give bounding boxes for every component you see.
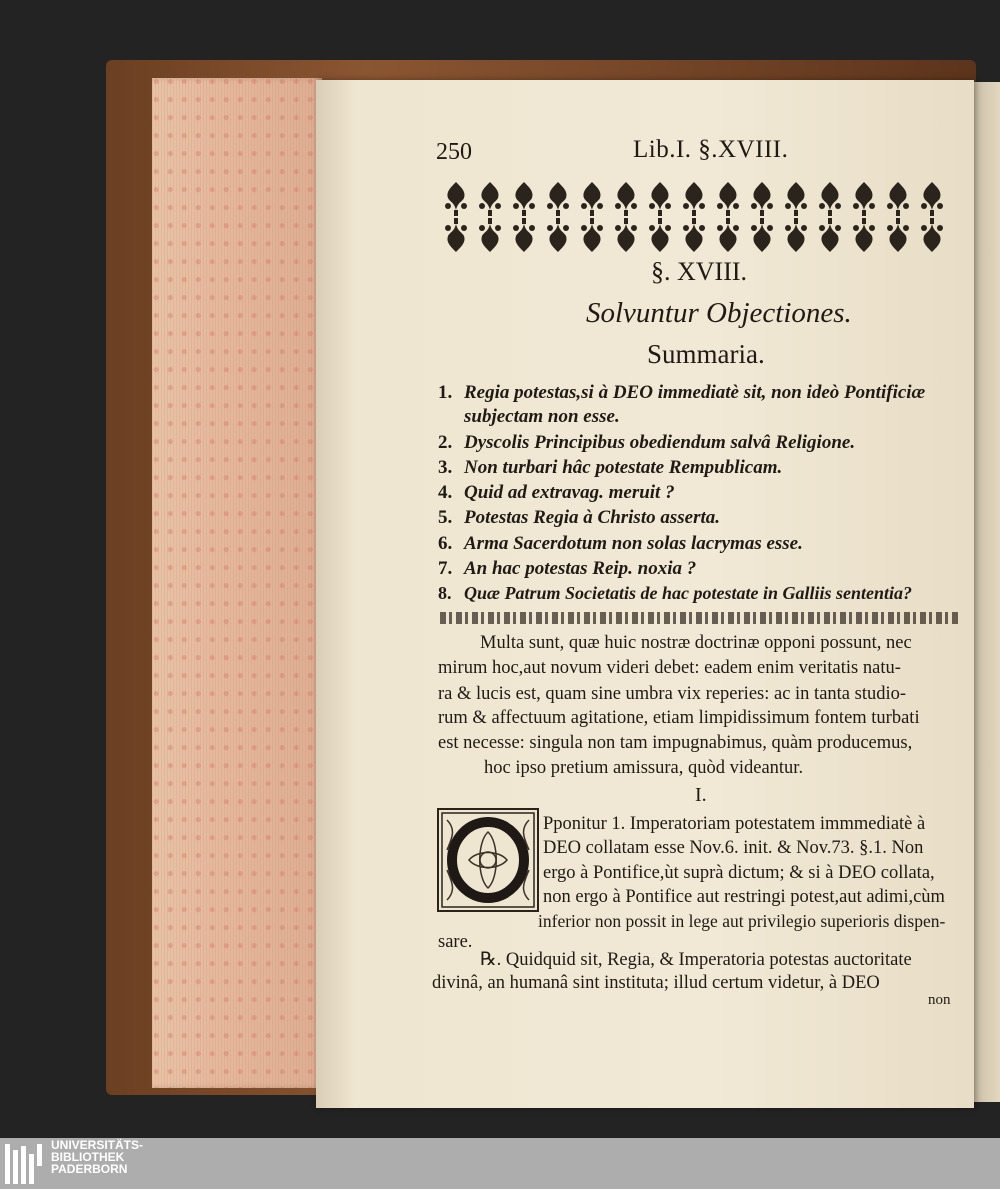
summary-item: 6. Arma Sacerdotum non solas lacrymas esse. bbox=[438, 533, 803, 554]
facing-page-edge bbox=[970, 82, 1000, 1102]
summary-item: 1. Regia potestas,si à DEO immediatè sit, non ideò Pontificiæ bbox=[438, 382, 926, 403]
catchword: non bbox=[928, 992, 951, 1008]
page-number: 250 bbox=[436, 139, 472, 165]
running-title: Lib.I. §.XVIII. bbox=[633, 136, 789, 163]
intro-line: rum & affectuum agitatione, etiam limpidissimum fontem turbati bbox=[438, 708, 920, 728]
summary-item: 5. Potestas Regia à Christo asserta. bbox=[438, 507, 720, 528]
reply-line: divinâ, an humanâ sint instituta; illud certum videtur, à DEO bbox=[432, 973, 880, 993]
reply-line: ℞. Quidquid sit, Regia, & Imperatoria potestas auctoritate bbox=[480, 950, 912, 970]
objection-line: non ergo à Pontifice aut restringi potest,aut adimi,cùm bbox=[543, 887, 945, 907]
intro-line: hoc ipso pretium amissura, quòd videantur. bbox=[484, 758, 804, 778]
subsection-number: I. bbox=[695, 784, 707, 806]
section-number: §. XVIII. bbox=[651, 257, 748, 286]
objection-line: ergo à Pontifice,ùt suprà dictum; & si à DEO collata, bbox=[543, 863, 935, 883]
library-name-line: PADERBORN bbox=[51, 1162, 128, 1176]
ornament-band bbox=[440, 180, 960, 254]
library-name-line: BIBLIOTHEK bbox=[51, 1150, 125, 1164]
library-logo-icon bbox=[5, 1144, 47, 1184]
objection-line: inferior non possit in lege aut privilegio superioris dispen- bbox=[538, 911, 946, 931]
intro-line: est necesse: singula non tam impugnabimus, quàm producemus, bbox=[438, 733, 913, 753]
objection-line: DEO collatam esse Nov.6. init. & Nov.73. §.1. Non bbox=[543, 838, 924, 858]
footer-bar bbox=[0, 1138, 1000, 1189]
page-edges bbox=[152, 78, 322, 1088]
intro-line: mirum hoc,aut novum videri debet: eadem enim veritatis natu- bbox=[438, 658, 901, 678]
ornamental-divider bbox=[440, 612, 958, 624]
decorated-initial bbox=[437, 808, 539, 912]
summary-item-continuation: subjectam non esse. bbox=[464, 406, 620, 427]
library-name bbox=[51, 1139, 143, 1175]
summary-item: 8. Quæ Patrum Societatis de hac potestate in Galliis sententia? bbox=[438, 583, 913, 603]
intro-line: Multa sunt, quæ huic nostræ doctrinæ opponi possunt, nec bbox=[480, 633, 912, 653]
summary-item: 3. Non turbari hâc potestate Rempublicam. bbox=[438, 457, 783, 478]
summary-item: 7. An hac potestas Reip. noxia ? bbox=[438, 558, 697, 579]
library-name-line: UNIVERSITÄTS- bbox=[51, 1138, 144, 1152]
summary-item: 2. Dyscolis Principibus obediendum salvâ Religione. bbox=[438, 432, 856, 453]
summary-heading: Summaria. bbox=[647, 339, 765, 369]
objection-line: sare. bbox=[438, 932, 473, 952]
initial-o-icon bbox=[439, 810, 537, 910]
objection-line: Pponitur 1. Imperatoriam potestatem immmediatè à bbox=[543, 814, 926, 834]
section-title: Solvuntur Objectiones. bbox=[586, 297, 852, 329]
intro-line: ra & lucis est, quam sine umbra vix reperies: ac in tanta studio- bbox=[438, 684, 907, 704]
summary-item: 4. Quid ad extravag. meruit ? bbox=[438, 482, 675, 503]
